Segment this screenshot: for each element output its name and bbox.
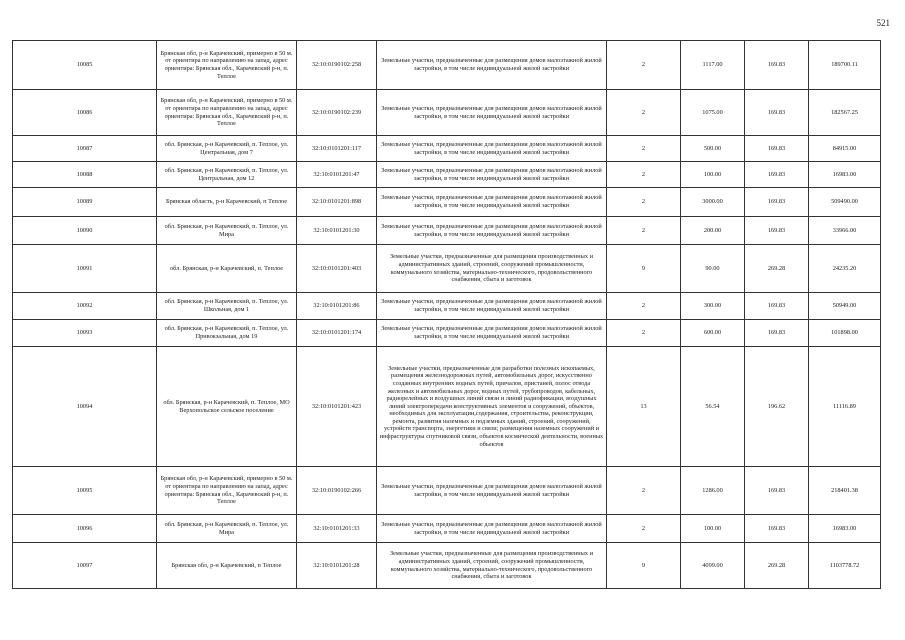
cadastral-number-cell: 32:10:0101201:86 (297, 293, 377, 320)
area-cell: 500.00 (681, 136, 745, 162)
address-cell: Брянская обл, р-н Карачевский, примерно в 50 м. от ориентира по направлению на запад, адрес ориентира: Брянская обл., Карачевский р-н, п. Теплое (157, 467, 297, 515)
land-use-cell: Земельные участки, предназначенные для размещения домов малоэтажной жилой застройки, в том числе индивидуальной жилой застройки (377, 188, 607, 217)
table-row (13, 347, 881, 467)
rate-cell: 169.83 (745, 90, 809, 136)
address-cell: обл. Брянская, р-н Карачевский, п. Теплое, ул. Мира (157, 515, 297, 543)
table-row (13, 293, 881, 320)
address-cell: Брянская область, р-н Карачевский, п Теплое (157, 188, 297, 217)
land-use-cell: Земельные участки, предназначенные для размещения домов малоэтажной жилой застройки, в том числе индивидуальной жилой застройки (377, 467, 607, 515)
group-cell: 2 (607, 515, 681, 543)
table-row (13, 543, 881, 589)
table-row (13, 41, 881, 90)
value-cell: 16983.00 (809, 515, 881, 543)
group-cell: 13 (607, 347, 681, 467)
value-cell: 509490.00 (809, 188, 881, 217)
cadastral-number-cell: 32:10:0101201:403 (297, 245, 377, 293)
rate-cell: 169.83 (745, 217, 809, 245)
page-number: 521 (876, 18, 890, 28)
cadastral-number-cell: 32:10:0101201:898 (297, 188, 377, 217)
group-cell: 2 (607, 41, 681, 90)
row-number: 10087 (13, 136, 157, 162)
value-cell: 189700.11 (809, 41, 881, 90)
address-cell: Брянская обл, р-н Карачевский, примерно в 50 м. от ориентира по направлению на запад, адрес ориентира: Брянская обл., Карачевский р-н, п. Теплое (157, 90, 297, 136)
table-row (13, 245, 881, 293)
value-cell: 24235.20 (809, 245, 881, 293)
area-cell: 1117.00 (681, 41, 745, 90)
rate-cell: 169.83 (745, 188, 809, 217)
rate-cell: 169.83 (745, 515, 809, 543)
table-row (13, 467, 881, 515)
row-number: 10094 (13, 347, 157, 467)
value-cell: 84915.00 (809, 136, 881, 162)
cadastral-number-cell: 32:10:0101201:33 (297, 515, 377, 543)
cadastral-number-cell: 32:10:0101201:423 (297, 347, 377, 467)
table-row (13, 217, 881, 245)
row-number: 10096 (13, 515, 157, 543)
rate-cell: 169.83 (745, 293, 809, 320)
group-cell: 2 (607, 217, 681, 245)
row-number: 10095 (13, 467, 157, 515)
row-number: 10088 (13, 162, 157, 188)
value-cell: 101898.00 (809, 320, 881, 347)
row-number: 10093 (13, 320, 157, 347)
area-cell: 56.54 (681, 347, 745, 467)
cadastral-number-cell: 32:10:0101201:174 (297, 320, 377, 347)
address-cell: обл. Брянская, р-н Карачевский, п. Теплое, ул. Школьная, дом 1 (157, 293, 297, 320)
land-use-cell: Земельные участки, предназначенные для размещения производственных и административных зданий, строений, сооружений промышленности, коммунального хозяйства, материально-технического, продовольственного снабжения, сбыта и заготовок (377, 245, 607, 293)
rate-cell: 169.83 (745, 320, 809, 347)
group-cell: 2 (607, 188, 681, 217)
address-cell: обл. Брянская, р-н Карачевский, п. Теплое, ул. Мира (157, 217, 297, 245)
rate-cell: 169.83 (745, 136, 809, 162)
cadastral-number-cell: 32:10:0190102:266 (297, 467, 377, 515)
table-row (13, 90, 881, 136)
group-cell: 2 (607, 320, 681, 347)
land-use-cell: Земельные участки, предназначенные для размещения домов малоэтажной жилой застройки, в том числе индивидуальной жилой застройки (377, 217, 607, 245)
area-cell: 4099.00 (681, 543, 745, 589)
value-cell: 11116.89 (809, 347, 881, 467)
rate-cell: 269.28 (745, 245, 809, 293)
address-cell: обл. Брянская, р-н Карачевский, п. Теплое (157, 245, 297, 293)
area-cell: 1286.00 (681, 467, 745, 515)
value-cell: 33966.00 (809, 217, 881, 245)
cadastral-number-cell: 32:10:0101201:117 (297, 136, 377, 162)
value-cell: 1103778.72 (809, 543, 881, 589)
row-number: 10090 (13, 217, 157, 245)
cadastral-number-cell: 32:10:0101201:30 (297, 217, 377, 245)
row-number: 10085 (13, 41, 157, 90)
row-number: 10086 (13, 90, 157, 136)
land-use-cell: Земельные участки, предназначенные для размещения домов малоэтажной жилой застройки, в том числе индивидуальной жилой застройки (377, 162, 607, 188)
address-cell: обл. Брянская, р-н Карачевский, п. Теплое, ул. Центральная, дом 7 (157, 136, 297, 162)
rate-cell: 196.62 (745, 347, 809, 467)
land-use-cell: Земельные участки, предназначенные для размещения производственных и административных зданий, строений, сооружений промышленности, коммунального хозяйства, материально-технического, продовольственного снабжения, сбыта и заготовок (377, 543, 607, 589)
land-use-cell: Земельные участки, предназначенные для размещения домов малоэтажной жилой застройки, в том числе индивидуальной жилой застройки (377, 320, 607, 347)
area-cell: 100.00 (681, 162, 745, 188)
cadastral-number-cell: 32:10:0190102:258 (297, 41, 377, 90)
group-cell: 9 (607, 245, 681, 293)
group-cell: 2 (607, 293, 681, 320)
area-cell: 200.00 (681, 217, 745, 245)
address-cell: обл. Брянская, р-н Карачевский, п. Теплое, МО Верхопольское сельское поселение (157, 347, 297, 467)
row-number: 10092 (13, 293, 157, 320)
area-cell: 100.00 (681, 515, 745, 543)
rate-cell: 169.83 (745, 467, 809, 515)
row-number: 10091 (13, 245, 157, 293)
land-use-cell: Земельные участки, предназначенные для размещения домов малоэтажной жилой застройки, в том числе индивидуальной жилой застройки (377, 136, 607, 162)
rate-cell: 169.83 (745, 41, 809, 90)
row-number: 10097 (13, 543, 157, 589)
cadastral-number-cell: 32:10:0101201:47 (297, 162, 377, 188)
area-cell: 3000.00 (681, 188, 745, 217)
area-cell: 90.00 (681, 245, 745, 293)
area-cell: 300.00 (681, 293, 745, 320)
group-cell: 2 (607, 136, 681, 162)
table-row (13, 188, 881, 217)
cadastral-number-cell: 32:10:0190102:239 (297, 90, 377, 136)
address-cell: Брянская обл, р-н Карачевский, примерно в 50 м. от ориентира по направлению на запад, адрес ориентира: Брянская обл., Карачевский р-н, п. Теплое (157, 41, 297, 90)
area-cell: 600.00 (681, 320, 745, 347)
land-registry-table (12, 40, 881, 589)
address-cell: Брянская обл, р-н Карачевский, п Теплое (157, 543, 297, 589)
address-cell: обл. Брянская, р-н Карачевский, п. Теплое, ул. Привокзальная, дом 19 (157, 320, 297, 347)
table-row (13, 320, 881, 347)
rate-cell: 269.28 (745, 543, 809, 589)
land-use-cell: Земельные участки, предназначенные для размещения домов малоэтажной жилой застройки, в том числе индивидуальной жилой застройки (377, 293, 607, 320)
value-cell: 218401.38 (809, 467, 881, 515)
address-cell: обл. Брянская, р-н Карачевский, п. Теплое, ул. Центральная, дом 12 (157, 162, 297, 188)
group-cell: 2 (607, 90, 681, 136)
cadastral-number-cell: 32:10:0101201:28 (297, 543, 377, 589)
value-cell: 16983.00 (809, 162, 881, 188)
area-cell: 1075.00 (681, 90, 745, 136)
group-cell: 2 (607, 467, 681, 515)
table-row (13, 515, 881, 543)
table-row (13, 162, 881, 188)
land-use-cell: Земельные участки, предназначенные для размещения домов малоэтажной жилой застройки, в том числе индивидуальной жилой застройки (377, 90, 607, 136)
land-use-cell: Земельные участки, предназначенные для размещения домов малоэтажной жилой застройки, в том числе индивидуальной жилой застройки (377, 515, 607, 543)
value-cell: 182567.25 (809, 90, 881, 136)
rate-cell: 169.83 (745, 162, 809, 188)
land-use-cell: Земельные участки, предназначенные для размещения домов малоэтажной жилой застройки, в том числе индивидуальной жилой застройки (377, 41, 607, 90)
group-cell: 9 (607, 543, 681, 589)
table-row (13, 136, 881, 162)
row-number: 10089 (13, 188, 157, 217)
land-use-cell: Земельные участки, предназначенные для разработки полезных ископаемых, размещения железнодорожных путей, автомобильных дорог, искусственно созданных внутренних водных путей, причалов, пристаней, полос отвода железных и автомобильных дорог, водных путей, трубопроводов, кабельных, радиорелейных и воздушных линий связи и линий радиофикации, воздушных линий электропередачи конструктивных элементов и сооружений, объектов, необходимых для эксплуатации,содержания, строительства, реконструкции, ремонта, развития наземных и подземных зданий, строений, сооружений, устройств транспорта, энергетики и связи; размещения наземных сооружений и инфраструктуры спутниковой связи, объектов космической деятельности, военных объектов (377, 347, 607, 467)
group-cell: 2 (607, 162, 681, 188)
value-cell: 50949.00 (809, 293, 881, 320)
